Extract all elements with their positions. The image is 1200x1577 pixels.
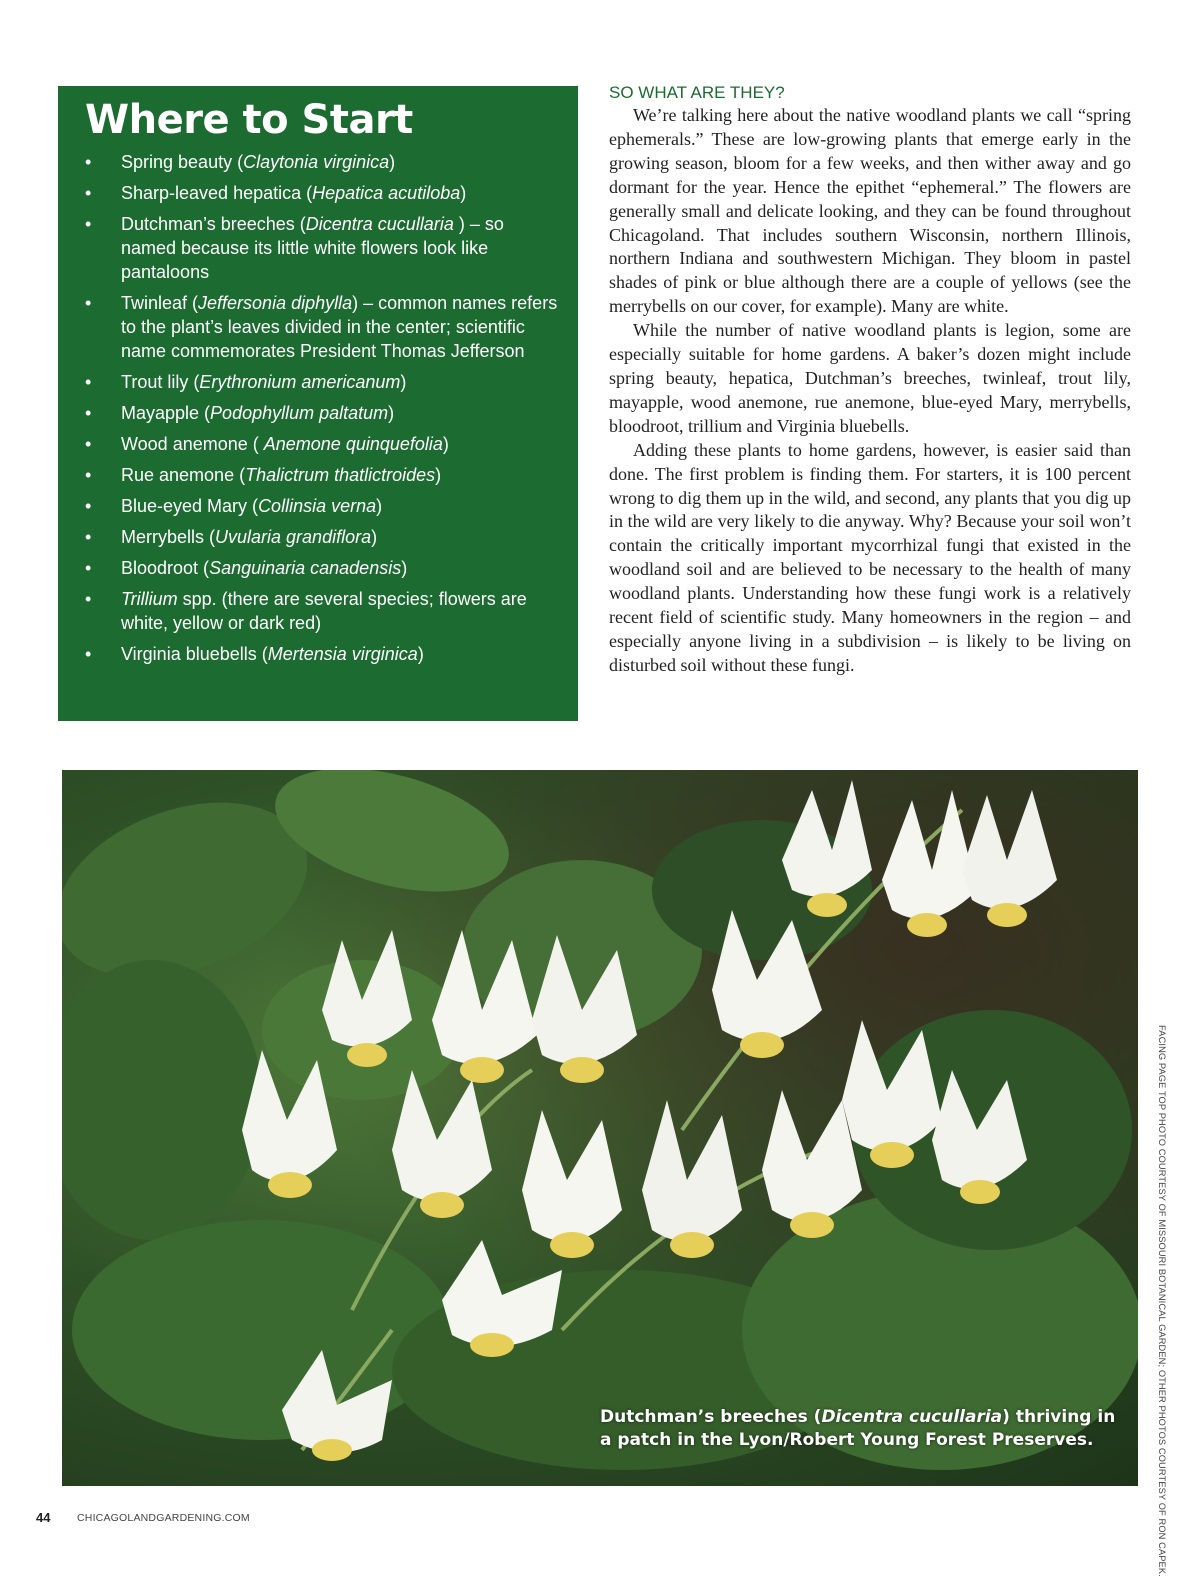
bullet: •	[85, 496, 92, 516]
list-item: • Wood anemone ( Anemone quinquefolia)	[85, 434, 449, 454]
body-paragraph: Adding these plants to home gardens, however, is easier said than done. The first problem is finding them. For starters, it is 100 percent wrong to dig them up in the wild, and second, any plants that you dig up in the wild are very likely to die anyway. Why? Because your soil won’t contain the critically important mycorrhizal fungi that existed in the woodland soil and are believed to be necessary to the health of many woodland plants. Understanding how these fungi work is a relatively recent field of scientific study. Many homeowners in the region – and especially anyone living in a subdivision – is likely to be living on disturbed soil without these fungi.	[609, 439, 1131, 675]
bullet: •	[85, 589, 92, 609]
bullet: •	[85, 558, 92, 578]
bullet: •	[85, 465, 92, 485]
bullet: •	[85, 403, 92, 423]
list-item: • Twinleaf (Jeffersonia diphylla) – common names refers to the plant’s leaves divided in the center; scientific name commemorates President Thomas Jefferson	[85, 293, 558, 361]
article-column	[609, 82, 1131, 678]
dutchmans-breeches-photo	[62, 770, 1138, 1486]
list-item: • Mayapple (Podophyllum paltatum)	[85, 403, 395, 423]
plant-list	[85, 150, 558, 666]
list-item: • Blue-eyed Mary (Collinsia verna)	[85, 496, 383, 516]
list-item: • Virginia bluebells (Mertensia virginica)	[85, 644, 424, 664]
section-heading: SO WHAT ARE THEY?	[609, 83, 785, 102]
bullet: •	[85, 372, 92, 392]
sidebar-title: Where to Start	[85, 97, 413, 143]
bullet: •	[85, 434, 92, 454]
list-item: • Spring beauty (Claytonia virginica)	[85, 152, 396, 172]
photo-caption: Dutchman’s breeches (Dicentra cucullaria) thriving in a patch in the Lyon/Robert Young Forest Preserves.	[600, 1407, 1116, 1450]
photo-illustration	[62, 770, 1138, 1486]
body-paragraph: We’re talking here about the native woodland plants we call “spring ephemerals.” These are low-growing plants that emerge early in the growing season, bloom for a few weeks, and then wither away and go dormant for the year. Hence the epithet “ephemeral.” The flowers are generally small and delicate looking, and they can be found throughout Chicagoland. That includes southern Wisconsin, northern Illinois, northern Indiana and southwestern Michigan. They bloom in pastel shades of pink or blue although there are a couple of yellows (see the merrybells on our cover, for example). Many are white.	[609, 105, 1131, 317]
bullet: •	[85, 644, 92, 664]
body-paragraph: While the number of native woodland plants is legion, some are especially suitable for home gardens. A baker’s dozen might include spring beauty, hepatica, Dutchman’s breeches, twinleaf, trout lily, mayapple, wood anemone, rue anemone, blue-eyed Mary, merrybells, bloodroot, trillium and Virginia bluebells.	[609, 320, 1131, 436]
photo-credit: FACING PAGE TOP PHOTO COURTESY OF MISSOURI BOTANICAL GARDEN; OTHER PHOTOS COURTESY OF RON CAPEK.	[1157, 1025, 1167, 1577]
bullet: •	[85, 214, 92, 234]
list-item: • Dutchman’s breeches (Dicentra cucullaria ) – so named because its little white flowers look like pantaloons	[85, 214, 504, 282]
list-item: • Trout lily (Erythronium americanum)	[85, 372, 407, 392]
list-item: • Sharp-leaved hepatica (Hepatica acutiloba)	[85, 183, 467, 203]
page-number: 44	[36, 1510, 51, 1525]
list-item: • Bloodroot (Sanguinaria canadensis)	[85, 558, 408, 578]
list-item: • Merrybells (Uvularia grandiflora)	[85, 527, 378, 547]
bullet: •	[85, 293, 92, 313]
bullet: •	[85, 152, 92, 172]
list-item: • Rue anemone (Thalictrum thatlictroides)	[85, 465, 442, 485]
list-item: • Trillium spp. (there are several species; flowers are white, yellow or dark red)	[85, 589, 527, 633]
bullet: •	[85, 527, 92, 547]
where-to-start-box	[58, 86, 578, 721]
site-url[interactable]: CHICAGOLANDGARDENING.COM	[77, 1512, 250, 1524]
bullet: •	[85, 183, 92, 203]
